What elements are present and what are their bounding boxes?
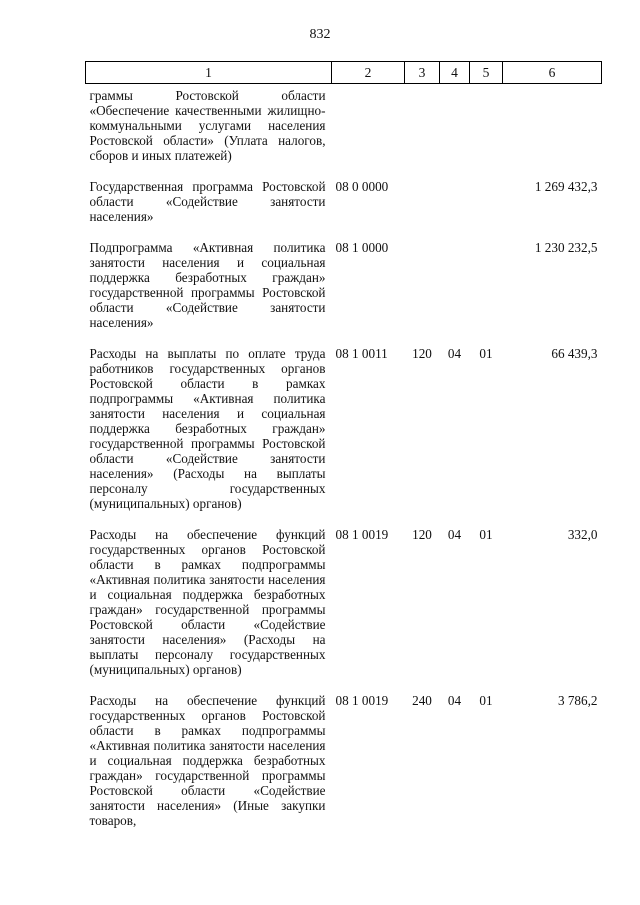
row-amount: 332,0	[567, 527, 598, 542]
row-expense-type	[405, 179, 440, 240]
row-expense-type	[405, 240, 440, 346]
row-amount: 1 269 432,3	[534, 179, 598, 194]
row-target-code: 08 1 0019	[335, 527, 389, 542]
table-row	[86, 346, 602, 527]
row-expense-type: 240	[412, 693, 432, 708]
row-amount	[503, 84, 602, 180]
column-header-2: 2	[332, 62, 405, 84]
table-row	[86, 179, 602, 240]
row-expense-type: 120	[412, 527, 432, 542]
row-subsection: 01	[479, 346, 493, 361]
row-section	[440, 84, 470, 180]
row-section: 04	[447, 527, 462, 542]
row-section	[440, 240, 470, 346]
column-header-3: 3	[405, 62, 440, 84]
budget-table	[85, 61, 602, 844]
row-description: Расходы на обеспечение функций государственных органов Ростовской области в рамках подпрограммы «Активная политика занятости населения и социальная поддержка безработных граждан» государственной программы Ростовской области «Содействие занятости населения» (Расходы на выплаты персоналу государственных (муниципальных) органов)	[89, 527, 326, 677]
row-section: 04	[447, 346, 462, 361]
page-number: 832	[309, 27, 331, 42]
row-subsection	[470, 240, 503, 346]
row-target-code: 08 1 0000	[335, 240, 389, 255]
column-header-5: 5	[470, 62, 503, 84]
row-description: Расходы на обеспечение функций государственных органов Ростовской области в рамках подпрограммы «Активная политика занятости населения и социальная поддержка безработных граждан» государственной программы Ростовской области «Содействие занятости населения» (Иные закупки товаров,	[89, 693, 326, 828]
row-section	[440, 179, 470, 240]
table-row	[86, 240, 602, 346]
row-subsection: 01	[479, 527, 493, 542]
row-expense-type: 120	[412, 346, 432, 361]
table-row	[86, 693, 602, 844]
column-header-1: 1	[86, 62, 332, 84]
row-amount: 1 230 232,5	[534, 240, 598, 255]
row-target-code: 08 1 0019	[335, 693, 389, 708]
row-amount: 3 786,2	[557, 693, 598, 708]
row-subsection: 01	[479, 693, 493, 708]
table-row	[86, 527, 602, 693]
column-header-6: 6	[503, 62, 602, 84]
row-subsection	[470, 179, 503, 240]
row-subsection	[470, 84, 503, 180]
row-section: 04	[447, 693, 462, 708]
row-description: граммы Ростовской области «Обеспечение качественными жилищно-коммунальными услугами населения Ростовской области» (Уплата налогов, сборов и иных платежей)	[89, 88, 326, 163]
table-row	[86, 84, 602, 180]
row-description: Подпрограмма «Активная политика занятости населения и социальная поддержка безработных граждан» государственной программы Ростовской области «Содействие занятости населения»	[89, 240, 326, 330]
row-expense-type	[405, 84, 440, 180]
column-header-4: 4	[440, 62, 470, 84]
row-target-code: 08 0 0000	[335, 179, 389, 194]
table-header	[86, 62, 602, 84]
row-target-code	[332, 84, 405, 180]
header-row	[86, 62, 602, 84]
row-description: Государственная программа Ростовской области «Содействие занятости населения»	[89, 179, 326, 224]
row-description: Расходы на выплаты по оплате труда работников государственных органов Ростовской области в рамках подпрограммы «Активная политика занятости населения и социальная поддержка безработных граждан» государственной программы Ростовской области «Содействие занятости населения» (Расходы на выплаты персоналу государственных (муниципальных) органов)	[89, 346, 326, 511]
row-amount: 66 439,3	[551, 346, 598, 361]
table-body	[86, 84, 602, 845]
row-target-code: 08 1 0011	[335, 346, 388, 361]
